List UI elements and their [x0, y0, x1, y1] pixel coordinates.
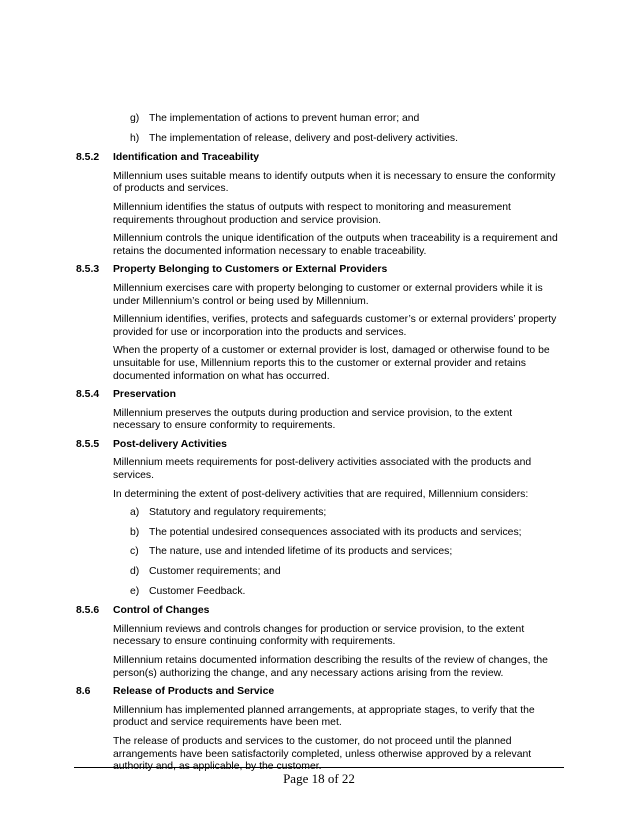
section-heading	[76, 389, 560, 402]
section-heading	[76, 439, 560, 452]
list-item	[76, 133, 560, 146]
list-item-marker: b)	[130, 526, 140, 538]
section-heading	[76, 152, 560, 165]
list-item-text: The implementation of release, delivery and post-delivery activities.	[149, 132, 458, 144]
section-title: Release of Products and Service	[113, 686, 275, 698]
section-paragraph: Millennium exercises care with property belonging to customer or external providers while it is under Millennium’s control or being used by Millennium.	[113, 282, 543, 307]
list-item	[76, 113, 560, 126]
section-number: 8.5.2	[76, 152, 100, 164]
page-number: Page 18 of 22	[283, 771, 355, 786]
list-item-marker: c)	[130, 546, 139, 558]
section-paragraph: Millennium controls the unique identification of the outputs when traceability is a requirement and retains the documented information necessary to enable traceability.	[113, 233, 558, 257]
section-number: 8.5.3	[76, 264, 100, 276]
section-heading	[76, 605, 560, 618]
section-paragraph: Millennium identifies, verifies, protects and safeguards customer’s or external providers’ property provided for use or incorporation into the products and services.	[113, 314, 557, 338]
list-item-text: The implementation of actions to prevent human error; and	[149, 113, 420, 124]
section-number: 8.5.4	[76, 389, 100, 401]
section-title: Preservation	[113, 389, 176, 401]
section-title: Property Belonging to Customers or External Providers	[113, 264, 388, 276]
section-title: Identification and Traceability	[113, 152, 260, 164]
list-item	[76, 566, 560, 579]
section-paragraph: The release of products and services to the customer, do not proceed until the planned arrangements have been satisfactorily completed, unless otherwise approved by a relevant authority and, as applicable, by the customer.	[113, 735, 532, 773]
list-item-marker: g)	[130, 113, 140, 124]
section-paragraph: Millennium uses suitable means to identify outputs when it is necessary to ensure the conformity of products and services.	[113, 170, 556, 195]
section-number: 8.6	[76, 686, 91, 698]
section-number: 8.5.6	[76, 605, 100, 617]
list-item-text: The potential undesired consequences associated with its products and services;	[149, 526, 522, 538]
list-item	[76, 586, 560, 599]
footer-divider	[74, 767, 564, 768]
list-item	[76, 546, 560, 559]
section-number: 8.5.5	[76, 438, 100, 450]
list-item-text: Customer requirements; and	[149, 566, 281, 578]
section-paragraph: When the property of a customer or external provider is lost, damaged or otherwise found to be unsuitable for use, Millennium reports this to the customer or external provider and retains documented information on what has occurred.	[113, 345, 550, 382]
list-item-marker: a)	[130, 507, 140, 519]
section-paragraph: Millennium meets requirements for post-delivery activities associated with the products and services.	[113, 457, 532, 482]
list-item	[76, 507, 560, 520]
document-body	[76, 113, 560, 780]
list-item-text: Statutory and regulatory requirements;	[149, 507, 327, 519]
list-item-marker: e)	[130, 585, 140, 597]
section-heading	[76, 264, 560, 277]
section-paragraph: Millennium reviews and controls changes for production or service provision, to the extent necessary to ensure continuing conformity with requirements.	[113, 623, 525, 648]
list-item-text: The nature, use and intended lifetime of its products and services;	[149, 546, 453, 558]
section-paragraph: Millennium retains documented information describing the results of the review of changes, the person(s) authorizing the change, and any necessary actions arising from the review.	[113, 655, 548, 679]
section-title: Control of Changes	[113, 605, 210, 617]
section-paragraph: In determining the extent of post-delivery activities that are required, Millennium considers:	[113, 488, 529, 500]
list-item-marker: h)	[130, 132, 140, 144]
section-heading	[76, 686, 560, 699]
list-item-text: Customer Feedback.	[149, 585, 246, 597]
section-paragraph: Millennium preserves the outputs during production and service provision, to the extent necessary to ensure conformity to requirements.	[113, 407, 513, 432]
section-paragraph: Millennium identifies the status of outputs with respect to monitoring and measurement requirements throughout production and service provision.	[113, 201, 511, 226]
section-paragraph: Millennium has implemented planned arrangements, at appropriate stages, to verify that the product and service requirements have been met.	[113, 704, 535, 729]
section-title: Post-delivery Activities	[113, 438, 227, 450]
list-item-marker: d)	[130, 566, 140, 578]
list-item	[76, 527, 560, 540]
